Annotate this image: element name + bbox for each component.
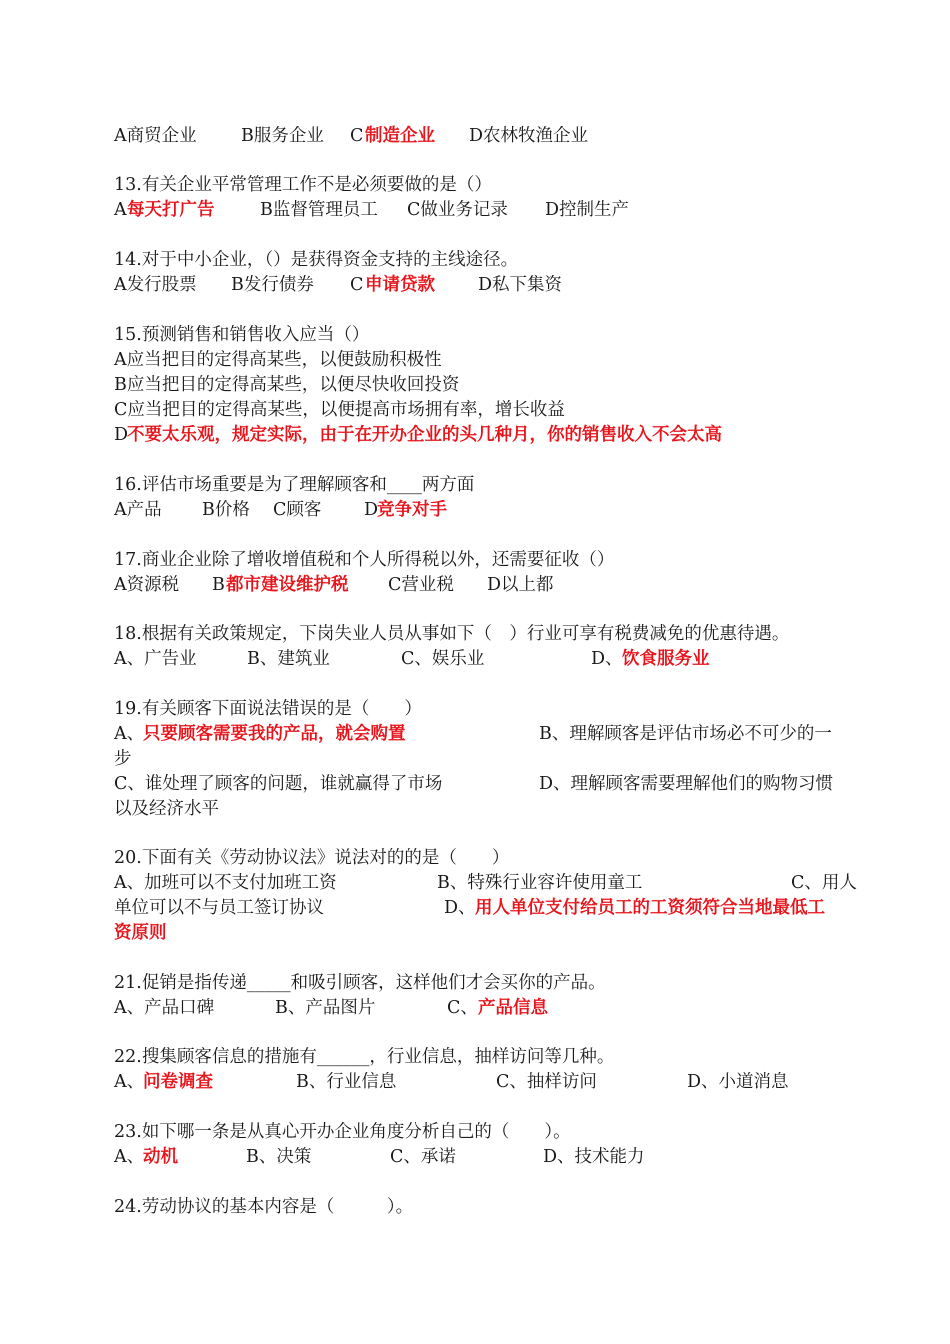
q19-option-b: B、理解顾客是评估市场必不可少的一 (539, 724, 832, 744)
q18-option-b: B、建筑业 (247, 649, 330, 669)
q18-option-c: C、娱乐业 (401, 649, 485, 669)
q16-answer-d: 竞争对手 (377, 500, 447, 520)
q20-answer-d-wrap: 资原则 (114, 923, 167, 943)
q13-stem: 13.有关企业平常管理工作不是必须要做的是（） (114, 175, 492, 195)
q18-option-d-prefix: D、 (591, 649, 623, 669)
q20-option-c: C、用人 (791, 873, 857, 893)
q17-answer-b: 都市建设维护税 (226, 575, 349, 595)
q13-option-a-prefix: A (114, 200, 127, 220)
q18-stem: 18.根据有关政策规定，下岗失业人员从事如下（ ）行业可享有税费减免的优惠待遇。 (114, 624, 790, 644)
q12-option-d: D农林牧渔企业 (469, 126, 589, 146)
q21-stem: 21.促销是指传递_____和吸引顾客，这样他们才会买你的产品。 (114, 973, 606, 993)
q14-stem: 14.对于中小企业，（）是获得资金支持的主线途径。 (114, 250, 519, 270)
q19-option-d: D、理解顾客需要理解他们的购物习惯 (539, 774, 834, 794)
q22-option-a-prefix: A、 (114, 1072, 145, 1092)
q17-option-c: C营业税 (388, 575, 454, 595)
q20-option-d-prefix: D、 (444, 898, 476, 918)
q20-option-a: A、加班可以不支付加班工资 (114, 873, 337, 893)
q19-option-c: C、谁处理了顾客的问题，谁就赢得了市场 (114, 774, 443, 794)
q23-option-b: B、决策 (246, 1147, 312, 1167)
q23-option-c: C、承诺 (390, 1147, 456, 1167)
q16-option-a: A产品 (114, 500, 162, 520)
q13-answer-a: 每天打广告 (127, 200, 215, 220)
q14-option-b: B发行债券 (231, 275, 314, 295)
q14-option-a: A发行股票 (114, 275, 197, 295)
q15-option-c: C应当把目的定得高某些，以便提高市场拥有率，增长收益 (114, 400, 565, 420)
q13-option-c: C做业务记录 (407, 200, 508, 220)
q19-answer-a: 只要顾客需要我的产品，就会购置 (143, 724, 406, 744)
q12-answer-c: 制造企业 (365, 126, 435, 146)
q22-stem: 22.搜集顾客信息的措施有______，行业信息，抽样访问等几种。 (114, 1047, 615, 1067)
q19-stem: 19.有关顾客下面说法错误的是（ ） (114, 699, 422, 719)
q14-option-d: D私下集资 (478, 275, 563, 295)
q12-option-c-prefix: C (350, 126, 364, 146)
q23-stem: 23.如下哪一条是从真心开办企业角度分析自己的（ ）。 (114, 1122, 571, 1142)
q12-option-a: A商贸企业 (114, 126, 197, 146)
q21-option-a: A、产品口碑 (114, 998, 215, 1018)
q15-option-b: B应当把目的定得高某些，以便尽快收回投资 (114, 375, 460, 395)
q24-stem: 24.劳动协议的基本内容是（ ）。 (114, 1197, 414, 1217)
q19-option-b-wrap: 步 (114, 749, 132, 769)
q17-option-a: A资源税 (114, 575, 180, 595)
q15-stem: 15.预测销售和销售收入应当（） (114, 325, 370, 345)
q18-answer-d: 饮食服务业 (622, 649, 710, 669)
q20-option-b: B、特殊行业容许使用童工 (437, 873, 643, 893)
q20-stem: 20.下面有关《劳动协议法》说法对的的是（ ） (114, 848, 510, 868)
q20-answer-d: 用人单位支付给员工的工资须符合当地最低工 (475, 898, 825, 918)
q16-option-c: C顾客 (273, 500, 322, 520)
q17-option-b-prefix: B (212, 575, 225, 595)
q21-option-b: B、产品图片 (275, 998, 376, 1018)
q23-option-d: D、技术能力 (543, 1147, 645, 1167)
q22-option-b: B、行业信息 (296, 1072, 397, 1092)
q19-option-d-wrap: 以及经济水平 (114, 799, 219, 819)
q19-option-a-prefix: A、 (114, 724, 145, 744)
q15-option-d-prefix: D (114, 425, 129, 445)
q20-option-c-wrap: 单位可以不与员工签订协议 (114, 898, 324, 918)
q18-option-a: A、广告业 (114, 649, 197, 669)
q16-option-b: B价格 (202, 500, 250, 520)
q16-stem: 16.评估市场重要是为了理解顾客和____两方面 (114, 475, 475, 495)
q17-option-d: D以上都 (487, 575, 554, 595)
q21-option-c-prefix: C、 (447, 998, 478, 1018)
q15-answer-d: 不要太乐观，规定实际，由于在开办企业的头几种月，你的销售收入不会太高 (127, 425, 722, 445)
q12-option-b: B服务企业 (241, 126, 324, 146)
q22-option-d: D、小道消息 (687, 1072, 789, 1092)
q17-stem: 17.商业企业除了增收增值税和个人所得税以外，还需要征收（） (114, 550, 615, 570)
q13-option-d: D控制生产 (545, 200, 630, 220)
q14-answer-c: 申请贷款 (365, 275, 435, 295)
q22-option-c: C、抽样访问 (496, 1072, 597, 1092)
q15-option-a: A应当把目的定得高某些，以便鼓励积极性 (114, 350, 442, 370)
q23-answer-a: 动机 (143, 1147, 178, 1167)
q14-option-c-prefix: C (350, 275, 364, 295)
q23-option-a-prefix: A、 (114, 1147, 145, 1167)
q16-option-d-prefix: D (364, 500, 379, 520)
q13-option-b: B监督管理员工 (260, 200, 378, 220)
q22-answer-a: 问卷调查 (143, 1072, 213, 1092)
q21-answer-c: 产品信息 (478, 998, 548, 1018)
